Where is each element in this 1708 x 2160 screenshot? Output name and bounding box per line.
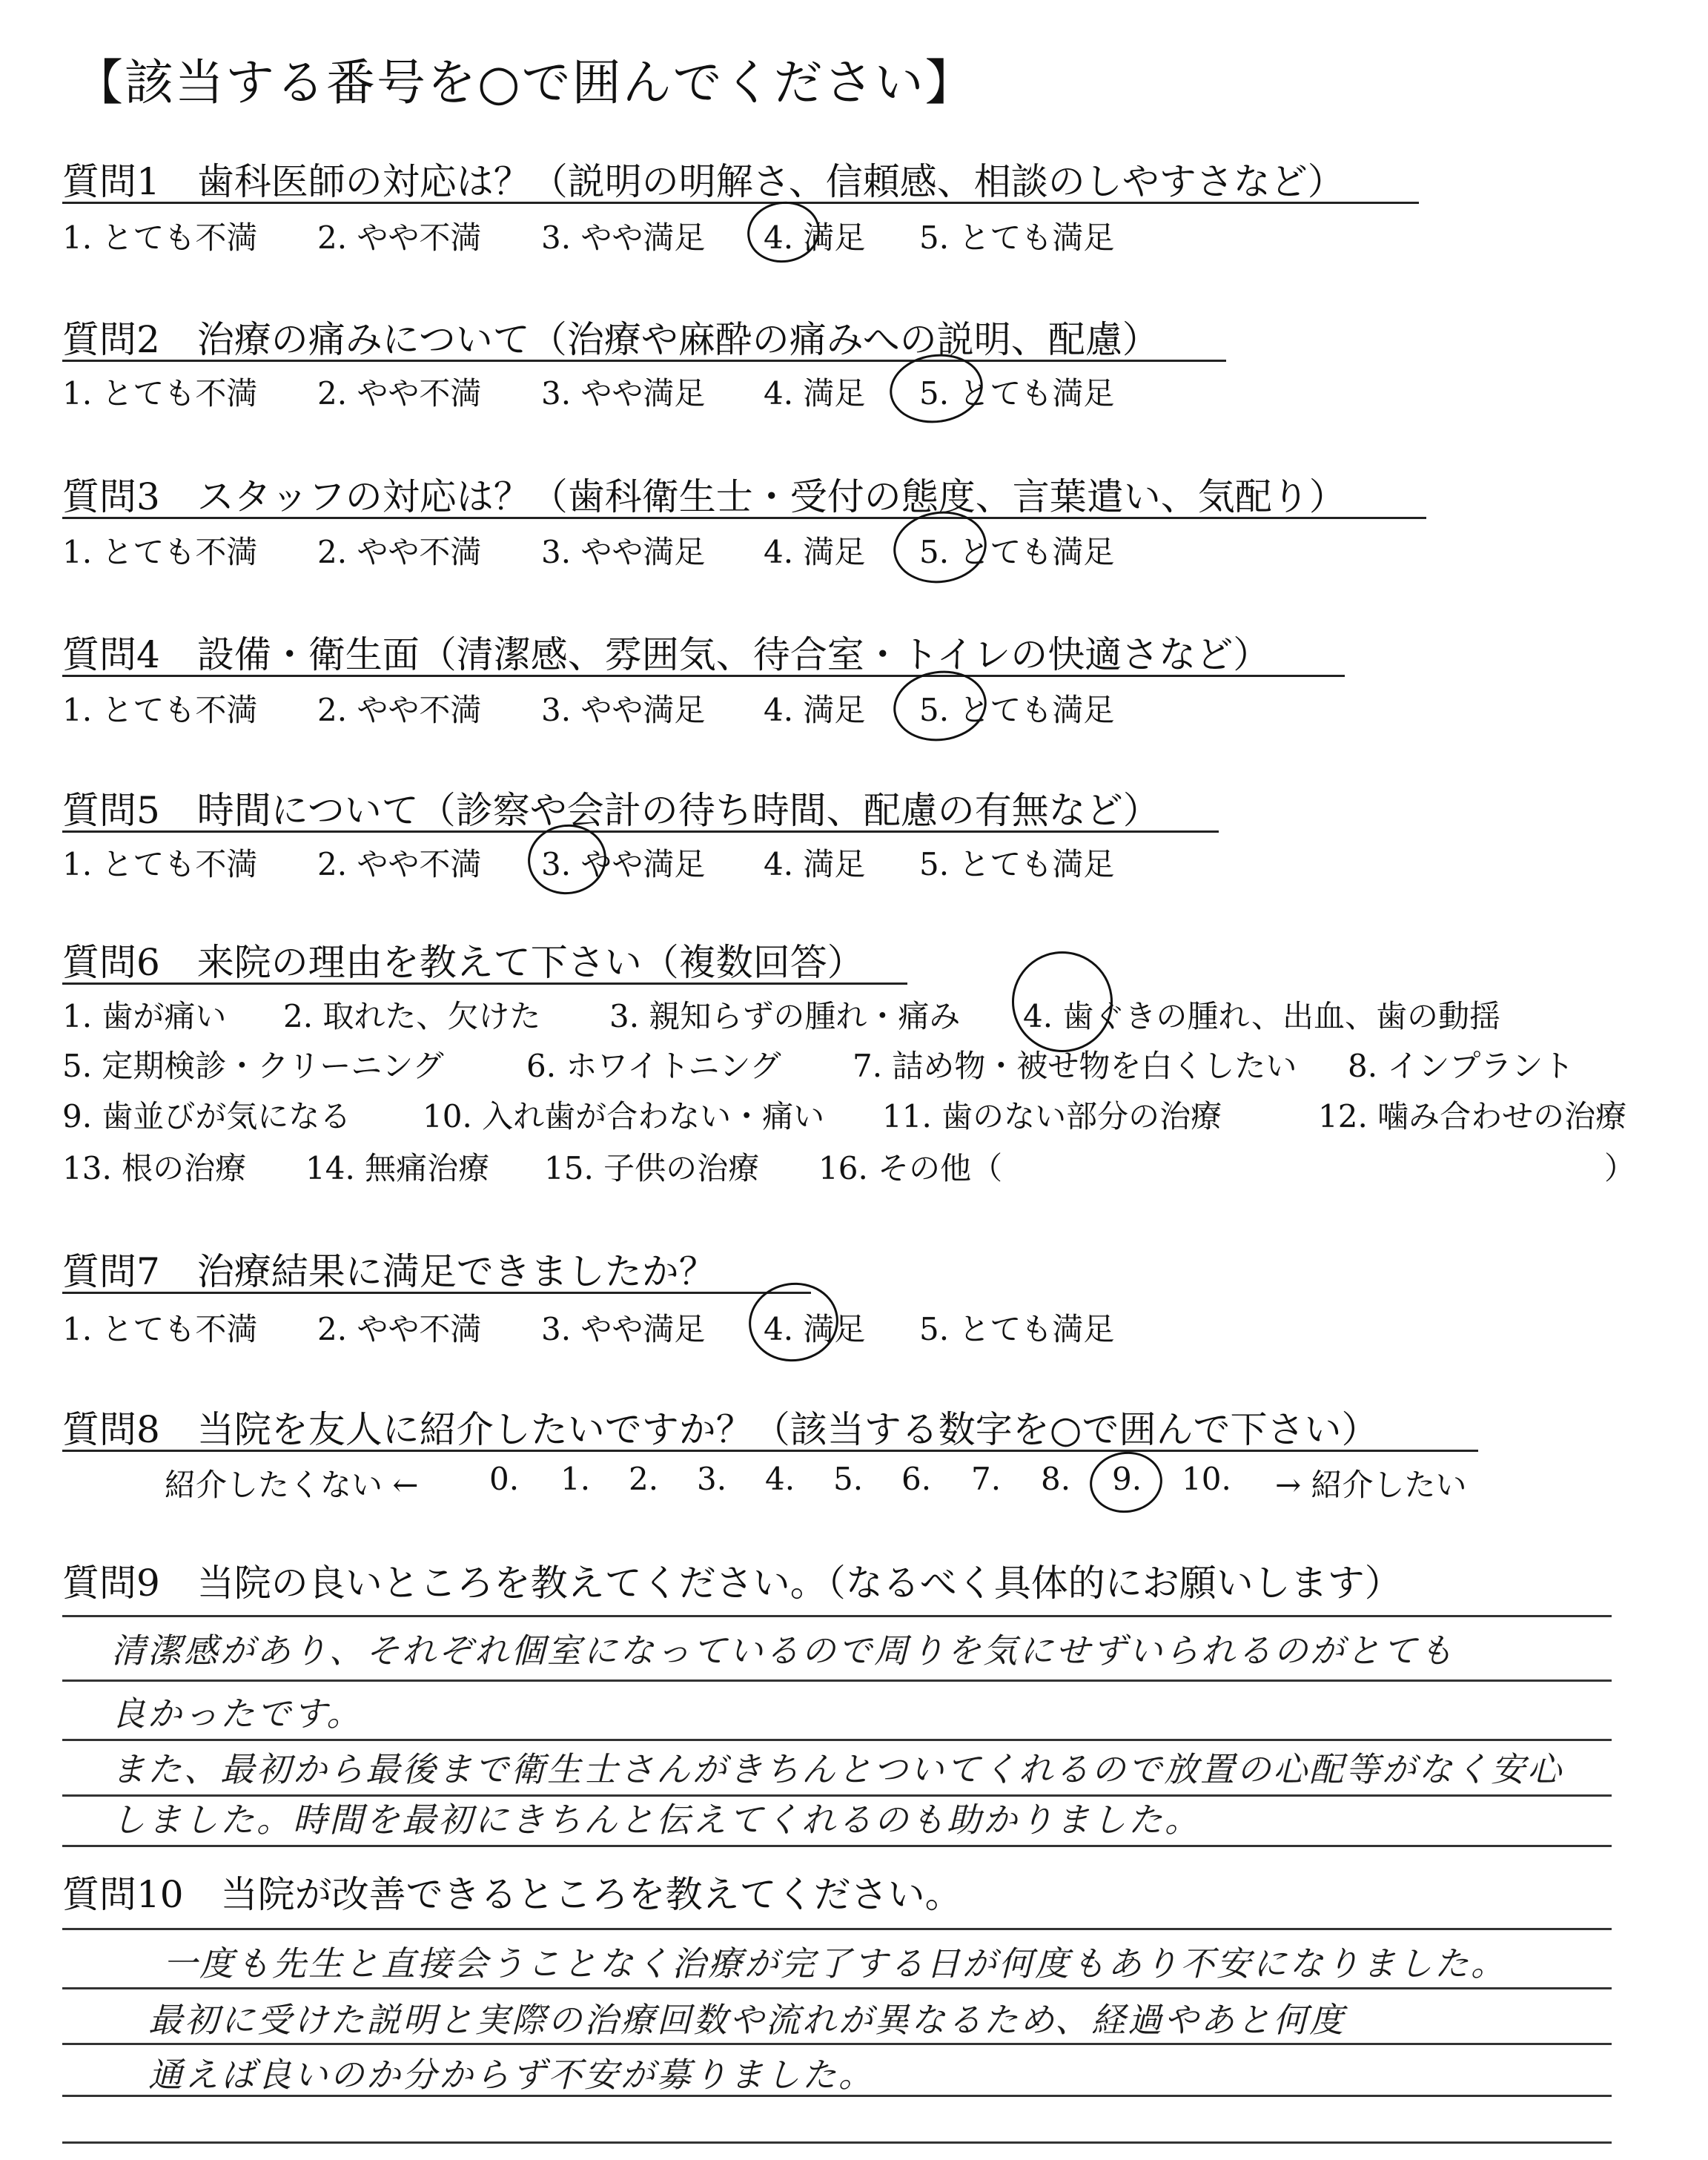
q6-option-16[interactable]: 16. その他（ [818,1150,1003,1186]
q8-score-5[interactable]: 5. [833,1461,864,1497]
q6-option-9[interactable]: 9. 歯並びが気になる [62,1098,351,1135]
q4-option-4[interactable]: 4. 満足 [764,692,866,728]
question-3-text: 質問3 スタッフの対応は？（歯科衛生士・受付の態度、言葉遣い、気配り） [62,475,1346,518]
q8-score-4[interactable]: 4. [765,1461,795,1497]
q6-option-4[interactable]: 4. 歯ぐきの腫れ、出血、歯の動揺 [1023,998,1500,1034]
q3-option-4[interactable]: 4. 満足 [764,534,866,570]
q7-option-1[interactable]: 1. とても不満 [62,1311,258,1347]
question-8-underline [62,1450,1478,1452]
q8-selection-circle [1086,1447,1166,1518]
q8-score-10[interactable]: 10. [1182,1461,1231,1497]
q6-option-6[interactable]: 6. ホワイトニング [526,1048,781,1084]
q9-answer-line-2: 良かったです。 [111,1694,363,1734]
question-10-text: 質問10 当院が改善できるところを教えてください。 [62,1873,962,1916]
q2-option-4[interactable]: 4. 満足 [764,375,866,412]
q5-option-1[interactable]: 1. とても不満 [62,846,258,882]
question-8-text: 質問8 当院を友人に紹介したいですか？（該当する数字を○で囲んで下さい） [62,1408,1379,1451]
q6-option-5[interactable]: 5. 定期検診・クリーニング [62,1048,444,1084]
q7-option-3[interactable]: 3. やや満足 [541,1311,706,1347]
q4-option-1[interactable]: 1. とても不満 [62,692,258,728]
q4-option-5[interactable]: 5. とても満足 [919,692,1115,728]
q9-answer-line-4: しました。時間を最初にきちんと伝えてくれるのも助かりました。 [111,1800,1201,1840]
q2-option-3[interactable]: 3. やや満足 [541,375,706,412]
q8-score-1[interactable]: 1. [560,1461,591,1497]
q7-option-5[interactable]: 5. とても満足 [919,1311,1115,1347]
q10-answer-rule [62,1987,1612,1989]
q6-option-12[interactable]: 12. 噛み合わせの治療 [1318,1098,1627,1135]
q10-answer-rule [62,2043,1612,2045]
q8-score-7[interactable]: 7. [971,1461,1002,1497]
q3-option-3[interactable]: 3. やや満足 [541,534,706,570]
q9-answer-rule [62,1615,1612,1617]
question-5-underline [62,830,1219,833]
q1-option-4[interactable]: 4. 満足 [764,219,866,256]
q5-option-5[interactable]: 5. とても満足 [919,846,1115,882]
q6-option-13[interactable]: 13. 根の治療 [62,1150,247,1186]
question-2-text: 質問2 治療の痛みについて（治療や麻酔の痛みへの説明、配慮） [62,318,1159,361]
q8-score-9[interactable]: 9. [1112,1461,1142,1497]
q2-option-1[interactable]: 1. とても不満 [62,375,258,412]
q10-answer-rule [62,2095,1612,2097]
q6-other-close-paren: ） [1604,1150,1636,1186]
q3-option-5[interactable]: 5. とても満足 [919,534,1115,570]
question-7-text: 質問7 治療結果に満足できましたか？ [62,1250,716,1293]
question-3-underline [62,517,1426,519]
q10-answer-line-1: 一度も先生と直接会うことなく治療が完了する日が何度もあり不安になりました。 [163,1943,1507,1984]
q9-answer-rule [62,1845,1612,1847]
q8-score-0[interactable]: 0. [489,1461,520,1497]
q5-option-2[interactable]: 2. やや不満 [317,846,482,882]
q9-answer-line-1: 清潔感があり、それぞれ個室になっているので周りを気にせずいられるのがとても [111,1631,1455,1671]
question-4-text: 質問4 設備・衛生面（清潔感、雰囲気、待合室・トイレの快適さなど） [62,633,1271,676]
q2-option-5[interactable]: 5. とても満足 [919,375,1115,412]
q6-option-10[interactable]: 10. 入れ歯が合わない・痛い [423,1098,825,1135]
q3-option-2[interactable]: 2. やや不満 [317,534,482,570]
q10-answer-rule [62,2141,1612,2144]
q8-score-3[interactable]: 3. [697,1461,727,1497]
question-4-underline [62,675,1345,677]
q7-selection-circle [744,1277,844,1367]
q10-answer-rule [62,1928,1612,1930]
q10-answer-line-3: 通えば良いのか分からず不安が募りました。 [148,2055,875,2095]
question-6-underline [62,982,907,985]
question-5-text: 質問5 時間について（診察や会計の待ち時間、配慮の有無など） [62,789,1160,832]
q8-left-label: 紹介したくない ← [165,1467,419,1503]
q8-right-label: → 紹介したい [1275,1467,1467,1503]
question-7-underline [62,1292,811,1294]
q6-option-14[interactable]: 14. 無痛治療 [305,1150,490,1186]
q1-option-2[interactable]: 2. やや不満 [317,219,482,256]
q1-option-1[interactable]: 1. とても不満 [62,219,258,256]
q6-option-7[interactable]: 7. 詰め物・被せ物を白くしたい [853,1048,1297,1084]
q3-option-1[interactable]: 1. とても不満 [62,534,258,570]
q8-score-2[interactable]: 2. [629,1461,659,1497]
q7-option-2[interactable]: 2. やや不満 [317,1311,482,1347]
q6-option-3[interactable]: 3. 親知らずの腫れ・痛み [609,998,961,1034]
question-2-underline [62,360,1226,362]
q5-option-4[interactable]: 4. 満足 [764,846,866,882]
q4-option-2[interactable]: 2. やや不満 [317,692,482,728]
q6-option-15[interactable]: 15. 子供の治療 [544,1150,760,1186]
question-6-text: 質問6 来院の理由を教えて下さい（複数回答） [62,941,864,984]
q8-score-6[interactable]: 6. [901,1461,932,1497]
q8-score-8[interactable]: 8. [1041,1461,1071,1497]
q9-answer-rule [62,1739,1612,1741]
q7-option-4[interactable]: 4. 満足 [764,1311,866,1347]
q6-option-11[interactable]: 11. 歯のない部分の治療 [882,1098,1222,1135]
q6-option-8[interactable]: 8. インプラント [1348,1048,1575,1084]
q10-answer-line-2: 最初に受けた説明と実際の治療回数や流れが異なるため、経過やあと何度 [148,2000,1346,2040]
q6-option-1[interactable]: 1. 歯が痛い [62,998,227,1034]
q2-option-2[interactable]: 2. やや不満 [317,375,482,412]
question-1-text: 質問1 歯科医師の対応は？（説明の明解さ、信頼感、相談のしやすさなど） [62,160,1345,203]
question-9-text: 質問9 当院の良いところを教えてください。（なるべく具体的にお願いします） [62,1562,1402,1605]
q6-option-2[interactable]: 2. 取れた、欠けた [283,998,541,1034]
q5-option-3[interactable]: 3. やや満足 [541,846,706,882]
q1-option-3[interactable]: 3. やや満足 [541,219,706,256]
q1-option-5[interactable]: 5. とても満足 [919,219,1115,256]
q9-answer-rule [62,1680,1612,1682]
page-title: 【該当する番号を○で囲んでください】 [74,54,976,111]
question-1-underline [62,202,1419,204]
q4-option-3[interactable]: 3. やや満足 [541,692,706,728]
q9-answer-line-3: また、最初から最後まで衛生士さんがきちんとついてくれるので放置の心配等がなく安心 [111,1749,1564,1789]
